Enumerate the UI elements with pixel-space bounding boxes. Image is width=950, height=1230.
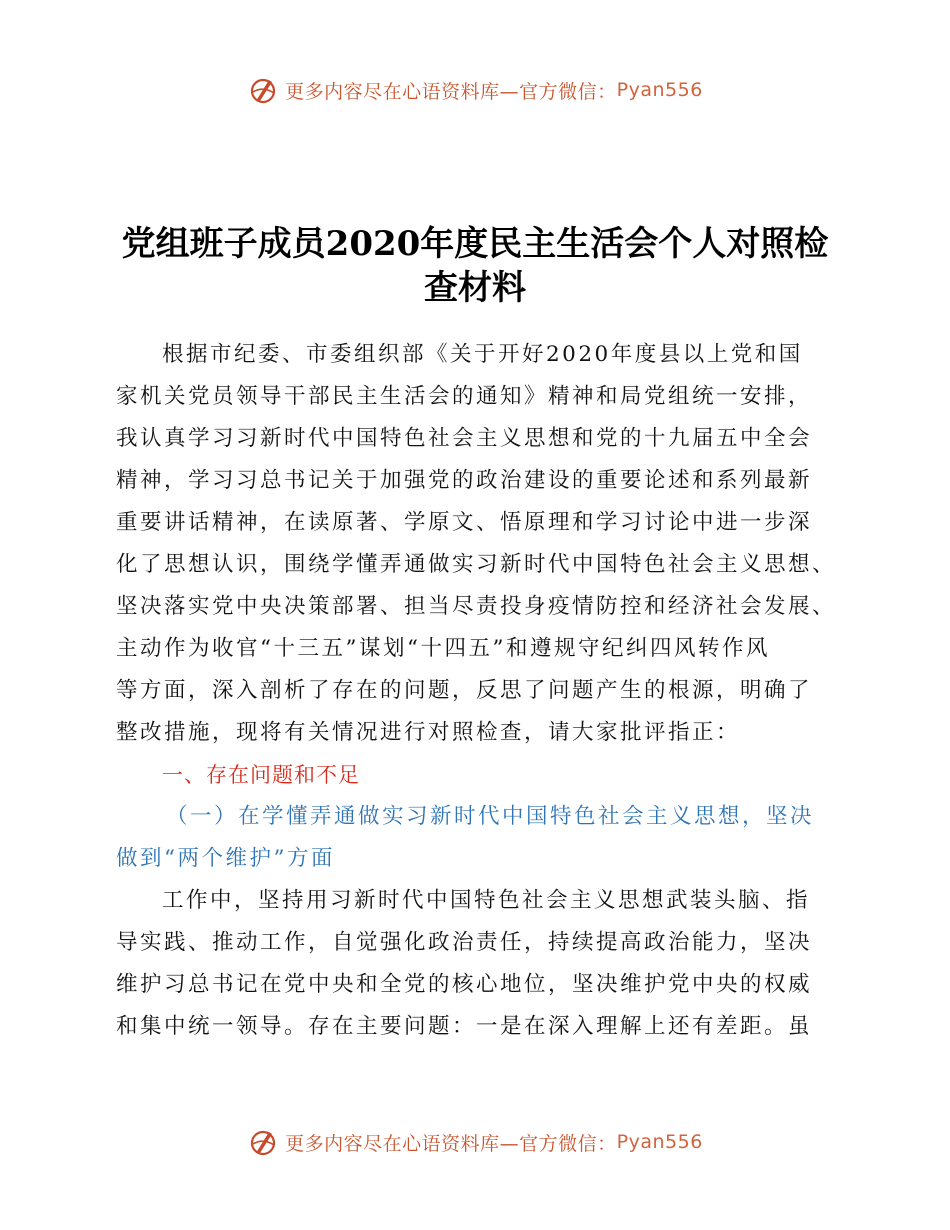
text-line: 化了思想认识，围绕学懂弄通做实习新时代中国特色社会主义思想、	[116, 552, 836, 577]
subsection-heading-line: 做到“两个维护”方面	[116, 846, 335, 871]
document-title	[110, 222, 840, 310]
subsection-heading-1	[116, 796, 836, 880]
banner-wechat-id: Pyan556	[616, 1131, 703, 1153]
text-line: 整改措施，现将有关情况进行对照检查，请大家批评指正：	[116, 720, 741, 745]
title-line-2: 查材料	[424, 268, 526, 308]
document-body	[116, 334, 836, 1048]
text-line: 根据市纪委、市委组织部《关于开好2020年度县以上党和国	[162, 342, 803, 367]
paragraph-body	[116, 880, 836, 1048]
text-line: 工作中，坚持用习新时代中国特色社会主义思想武装头脑、指	[162, 888, 811, 913]
header-watermark-banner	[0, 70, 950, 110]
text-line: 重要讲话精神，在读原著、学原文、悟原理和学习讨论中进一步深	[116, 510, 813, 535]
text-line: 维护习总书记在党中央和全党的核心地位，坚决维护党中央的权威	[116, 972, 813, 997]
footer-watermark-banner	[0, 1122, 950, 1162]
text-line: 和集中统一领导。存在主要问题：一是在深入理解上还有差距。虽	[116, 1014, 813, 1039]
text-line: 主动作为收官“十三五”谋划“十四五”和遵规守纪纠四风转作风	[116, 636, 770, 661]
text-line: 家机关党员领导干部民主生活会的通知》精神和局党组统一安排，	[116, 384, 813, 409]
text-line: 导实践、推动工作，自觉强化政治责任，持续提高政治能力，坚决	[116, 930, 813, 955]
quill-logo-icon	[247, 1126, 279, 1158]
banner-text: 更多内容尽在心语资料库—官方微信：	[285, 80, 617, 103]
text-line: 坚决落实党中央决策部署、担当尽责投身疫情防控和经济社会发展、	[116, 594, 836, 619]
text-line: 精神，学习习总书记关于加强党的政治建设的重要论述和系列最新	[116, 468, 813, 493]
title-line-1: 党组班子成员2020年度民主生活会个人对照检	[121, 224, 829, 264]
text-line: 等方面，深入剖析了存在的问题，反思了问题产生的根源，明确了	[116, 678, 813, 703]
subsection-heading-line: （一）在学懂弄通做实习新时代中国特色社会主义思想，坚决	[166, 804, 815, 829]
banner-wechat-id: Pyan556	[616, 79, 703, 101]
quill-logo-icon	[247, 74, 279, 106]
section-heading-1: 一、存在问题和不足	[162, 763, 360, 787]
text-line: 我认真学习习新时代中国特色社会主义思想和党的十九届五中全会	[116, 426, 813, 451]
paragraph-intro	[116, 334, 836, 754]
banner-text: 更多内容尽在心语资料库—官方微信：	[285, 1132, 617, 1155]
